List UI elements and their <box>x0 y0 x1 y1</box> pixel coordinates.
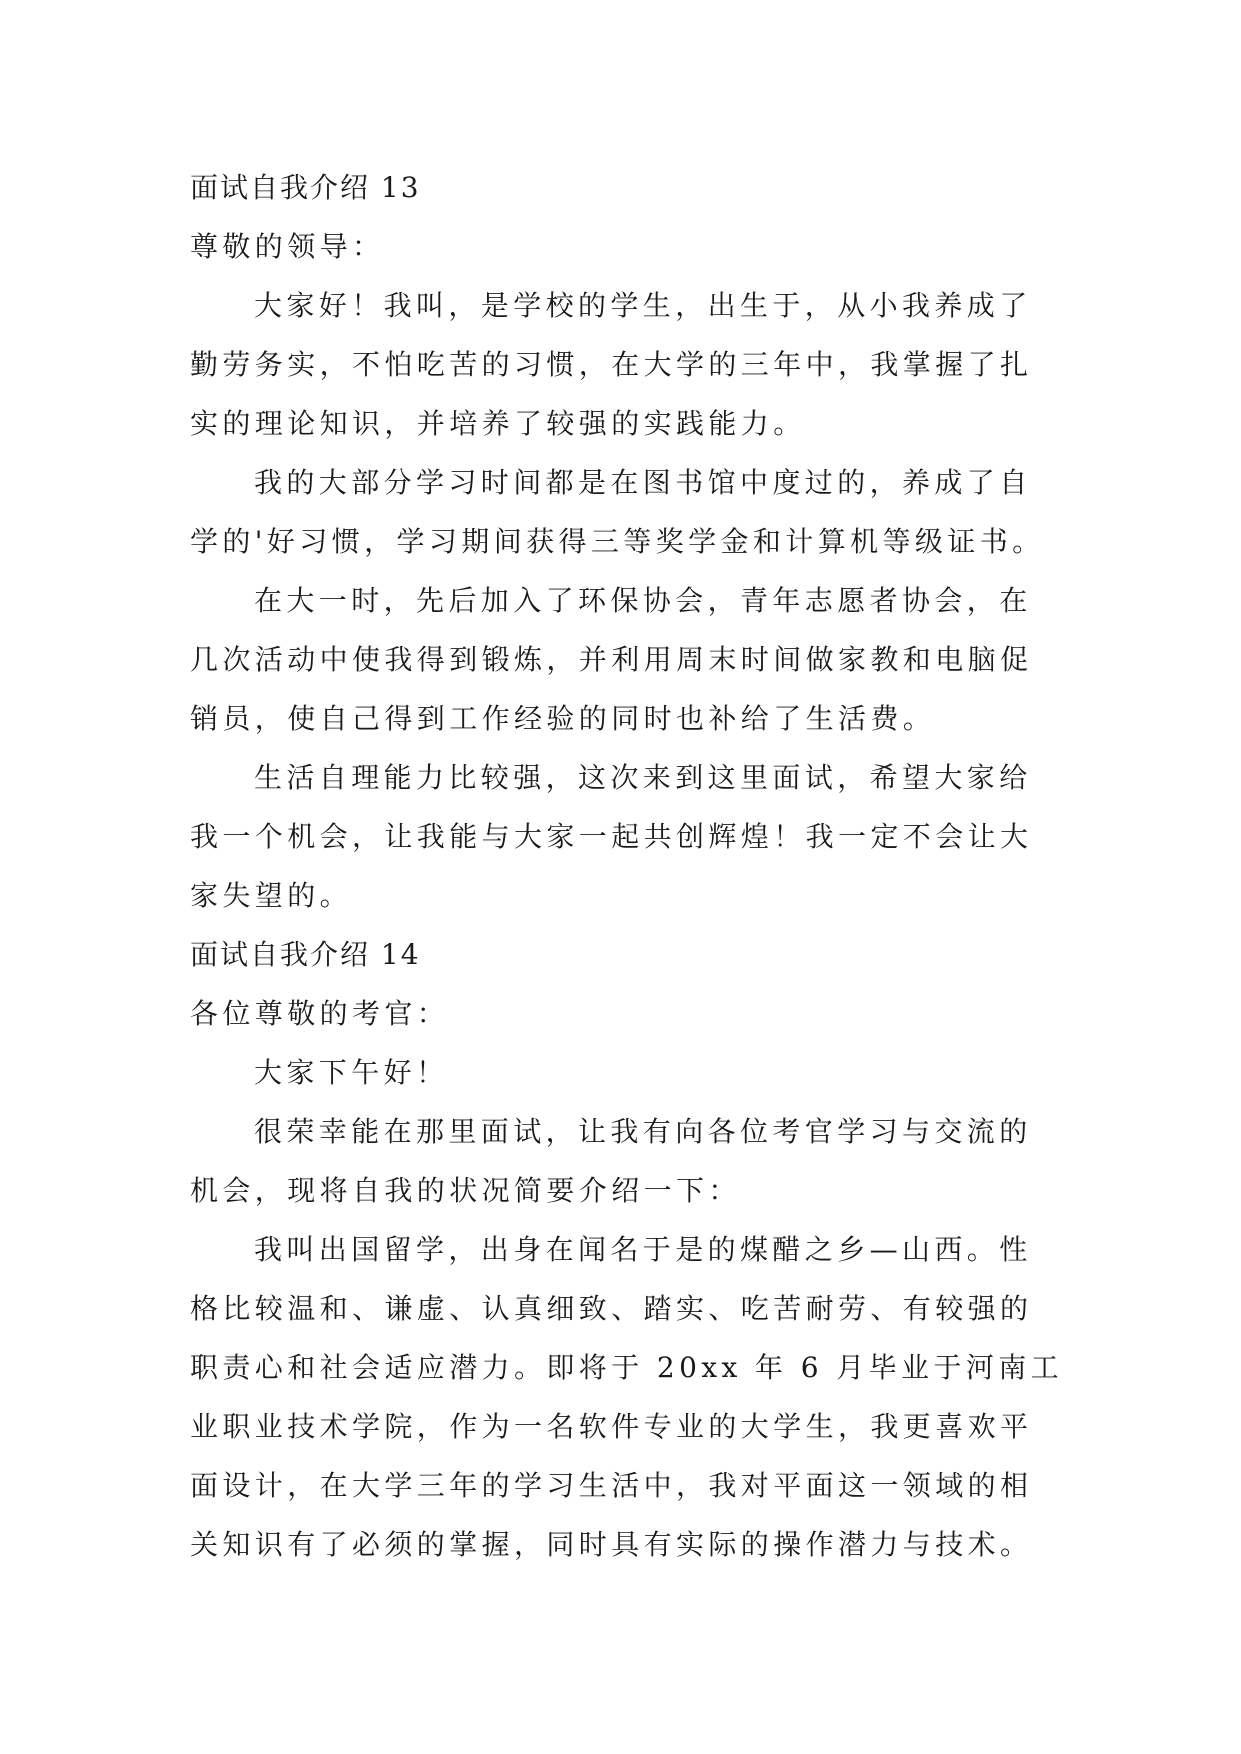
paragraph-13-1 <box>190 276 1070 453</box>
paragraph-line: 格比较温和、谦虚、认真细致、踏实、吃苦耐劳、有较强的 <box>190 1292 1033 1325</box>
paragraph-line: 机会，现将自我的状况简要介绍一下： <box>190 1174 741 1207</box>
paragraph-14-1 <box>190 1102 1070 1220</box>
paragraph-line: 我叫出国留学，出身在闻名于是的煤醋之乡—山西。性 <box>254 1233 1032 1266</box>
paragraph-13-3 <box>190 571 1070 748</box>
paragraph-line: 我的大部分学习时间都是在图书馆中度过的，养成了自 <box>254 466 1032 499</box>
paragraph-line: 实的理论知识，并培养了较强的实践能力。 <box>190 407 806 440</box>
salutation-14: 各位尊敬的考官： <box>190 997 450 1030</box>
salutation-13: 尊敬的领导： <box>190 230 385 263</box>
paragraph-line: 销员，使自己得到工作经验的同时也补给了生活费。 <box>190 702 936 735</box>
section-heading-14: 面试自我介绍 14 <box>190 938 421 971</box>
paragraph-line: 我一个机会，让我能与大家一起共创辉煌！我一定不会让大 <box>190 820 1033 853</box>
section-heading-13: 面试自我介绍 13 <box>190 171 421 204</box>
document-body <box>190 158 1070 1574</box>
paragraph-line: 学的'好习惯，学习期间获得三等奖学金和计算机等级证书。 <box>190 525 1045 558</box>
paragraph-line: 勤劳务实，不怕吃苦的习惯，在大学的三年中，我掌握了扎 <box>190 348 1033 381</box>
paragraph-line: 职责心和社会适应潜力。即将于 20xx 年 6 月毕业于河南工 <box>190 1351 1064 1384</box>
paragraph-line: 家失望的。 <box>190 879 353 912</box>
paragraph-13-4 <box>190 748 1070 925</box>
paragraph-13-2 <box>190 453 1070 571</box>
paragraph-line: 大家好！我叫，是学校的学生，出生于，从小我养成了 <box>254 289 1032 322</box>
paragraph-line: 关知识有了必须的掌握，同时具有实际的操作潜力与技术。 <box>190 1528 1033 1561</box>
paragraph-line: 业职业技术学院，作为一名软件专业的大学生，我更喜欢平 <box>190 1410 1033 1443</box>
paragraph-line: 面设计，在大学三年的学习生活中，我对平面这一领域的相 <box>190 1469 1033 1502</box>
greeting-14: 大家下午好！ <box>254 1056 449 1089</box>
paragraph-line: 几次活动中使我得到锻炼，并利用周末时间做家教和电脑促 <box>190 643 1033 676</box>
paragraph-line: 生活自理能力比较强，这次来到这里面试，希望大家给 <box>254 761 1032 794</box>
paragraph-line: 很荣幸能在那里面试，让我有向各位考官学习与交流的 <box>254 1115 1032 1148</box>
paragraph-14-2 <box>190 1220 1070 1574</box>
paragraph-line: 在大一时，先后加入了环保协会，青年志愿者协会，在 <box>254 584 1032 617</box>
